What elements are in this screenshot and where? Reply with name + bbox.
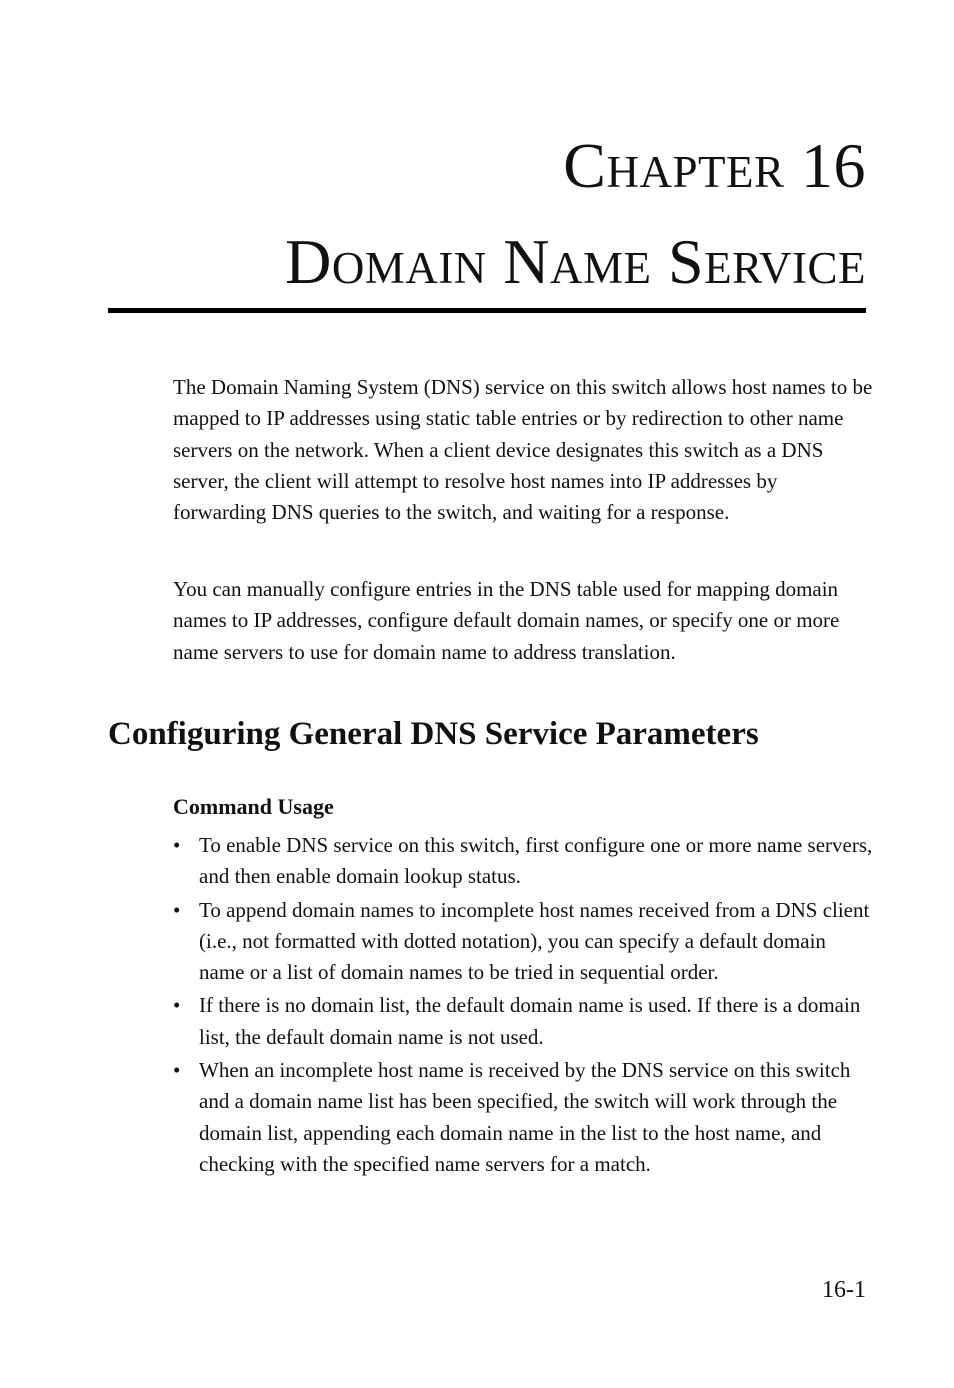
bullet-icon: •: [173, 1058, 181, 1083]
list-item-text: When an incomplete host name is received by the DNS service on this switch and a domain name list has been specified, the switch will work through the domain list, appending each domain name in the list to the host name, and checking with the specified name servers for a match.: [199, 1058, 851, 1176]
command-usage-heading: Command Usage: [173, 794, 334, 819]
bullet-icon: •: [173, 833, 181, 857]
command-usage-list: [173, 830, 873, 1182]
chapter-title: Domain Name Service: [285, 226, 866, 297]
list-item-text: To append domain names to incomplete host names received from a DNS client (i.e., not formatted with dotted notation), you can specify a default domain name or a list of domain names to be tried in sequential order.: [199, 897, 870, 985]
list-item-text: To enable DNS service on this switch, first configure one or more name servers, and then enable domain lookup status.: [199, 833, 873, 889]
list-item-text: If there is no domain list, the default domain name is used. If there is a domain list, the default domain name is not used.: [199, 993, 861, 1049]
section-title: Configuring General DNS Service Parameters: [108, 716, 759, 752]
list-item: [173, 1055, 873, 1180]
intro-paragraph-1: The Domain Naming System (DNS) service on this switch allows host names to be mapped to IP addresses using static table entries or by redirection to other name servers on the network. When a client device designates this switch as a DNS server, the client will attempt to resolve host names into IP addresses by forwarding DNS queries to the switch, and waiting for a response.: [173, 375, 873, 525]
chapter-number: Chapter 16: [563, 130, 866, 201]
list-item: [173, 990, 873, 1053]
list-item: [173, 830, 873, 893]
list-item: [173, 895, 873, 989]
page-number: 16-1: [822, 1277, 866, 1303]
intro-paragraph-2: You can manually configure entries in the DNS table used for mapping domain names to IP addresses, configure default domain names, or specify one or more name servers to use for domain name to address translation.: [173, 577, 840, 664]
chapter-divider: [108, 308, 866, 313]
bullet-icon: •: [173, 993, 181, 1018]
bullet-icon: •: [173, 897, 181, 922]
chapter-heading: [285, 118, 866, 310]
